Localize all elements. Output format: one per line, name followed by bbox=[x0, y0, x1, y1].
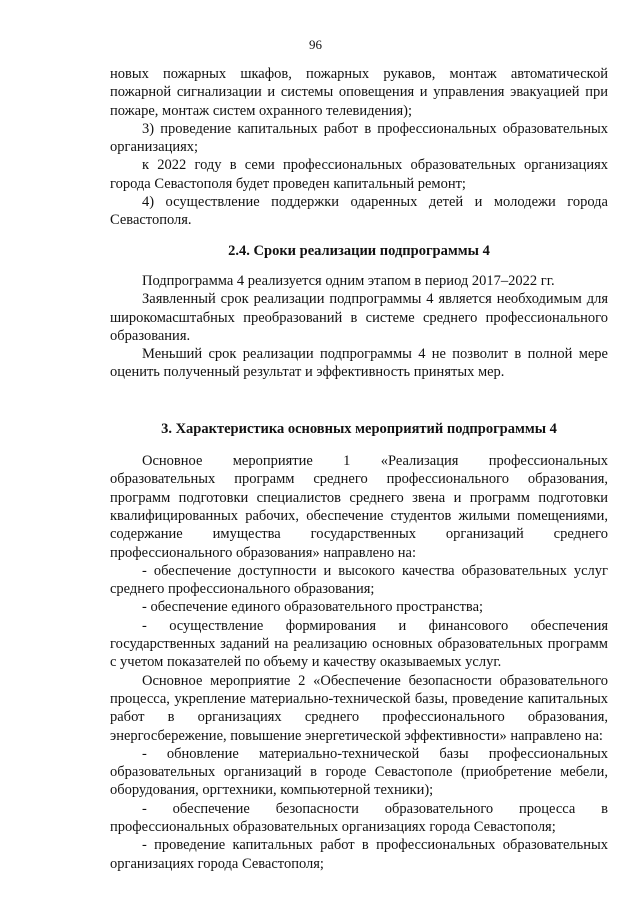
document-body bbox=[110, 65, 608, 873]
section-heading-2-4: 2.4. Сроки реализации подпрограммы 4 bbox=[228, 242, 490, 259]
paragraph: новых пожарных шкафов, пожарных рукавов, монтаж автоматической пожарной сигнализации и системы оповещения и управления эвакуацией при пожаре, монтаж систем охранного телевидения); bbox=[110, 66, 608, 119]
paragraph: к 2022 году в семи профессиональных образовательных организациях города Севастополя будет проведен капитальный ремонт; bbox=[110, 157, 608, 192]
paragraph: 4) осуществление поддержки одаренных детей и молодежи города Севастополя. bbox=[110, 194, 608, 229]
section-heading-3: 3. Характеристика основных мероприятий подпрограммы 4 bbox=[161, 420, 557, 437]
paragraph: Основное мероприятие 2 «Обеспечение безопасности образовательного процесса, укрепление материально-технической базы, проведение капитальных работ в организациях среднего профессионального образования, энергосбережение, повышение энергетической эффективности» направлено на: bbox=[110, 672, 608, 744]
paragraph: - обновление материально-технической базы профессиональных образовательных организаций в городе Севастополе (приобретение мебели, оборудования, оргтехники, компьютерной техники); bbox=[110, 745, 608, 799]
paragraph: Заявленный срок реализации подпрограммы 4 является необходимым для широкомасштабных преобразований в системе среднего профессионального образования. bbox=[110, 291, 608, 344]
page-number: 96 bbox=[309, 37, 322, 52]
paragraph: - обеспечение безопасности образовательного процесса в профессиональных образовательных организациях города Севастополя; bbox=[110, 800, 608, 835]
paragraph: 3) проведение капитальных работ в профессиональных образовательных организациях; bbox=[110, 120, 608, 156]
paragraph: - обеспечение доступности и высокого качества образовательных услуг среднего профессионального образования; bbox=[110, 562, 608, 598]
paragraph: - проведение капитальных работ в профессиональных образовательных организациях города Севастополя; bbox=[110, 837, 608, 872]
paragraph: Подпрограмма 4 реализуется одним этапом в период 2017–2022 гг. bbox=[142, 272, 555, 289]
paragraph: - осуществление формирования и финансового обеспечения государственных заданий на реализацию основных образовательных программ с учетом показателей по объему и качеству оказываемых услуг. bbox=[110, 617, 608, 671]
paragraph: - обеспечение единого образовательного пространства; bbox=[142, 599, 484, 616]
paragraph: Меньший срок реализации подпрограммы 4 не позволит в полной мере оценить полученный результат и эффективность принятых мер. bbox=[110, 346, 608, 381]
paragraph: Основное мероприятие 1 «Реализация профессиональных образовательных программ среднего профессионального образования, программ подготовки специалистов среднего звена и программ подготовки квалифицированных рабочих, обеспечение студентов жилыми помещениями, содержание имущества государственных организаций среднего профессионального образования» направлено на: bbox=[110, 453, 608, 561]
